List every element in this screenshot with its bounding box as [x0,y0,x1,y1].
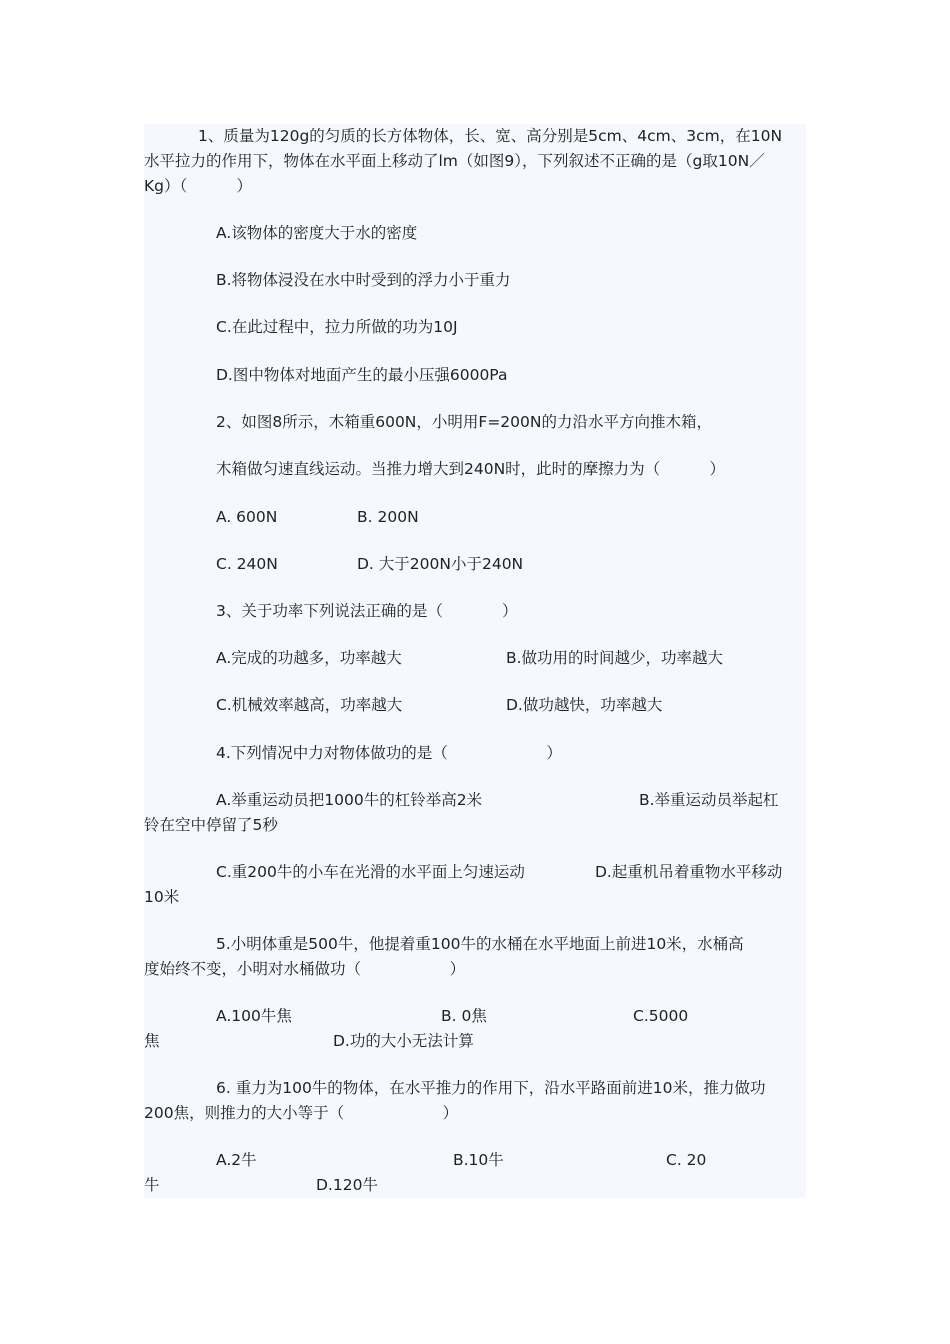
q1-option-d: D.图中物体对地面产生的最小压强6000Pa [216,366,508,384]
q1-stem-line3: Kg）（ ） [144,177,253,195]
q3-option-a: A.完成的功越多，功率越大 [216,649,402,667]
q1-stem-line1: 1、质量为120g的匀质的长方体物体，长、宽、高分别是5cm、4cm、3cm，在10N [198,127,783,145]
q2-stem-line2: 木箱做匀速直线运动。当推力增大到240N时，此时的摩擦力为（ ） [216,460,725,478]
q6-option-d: D.120牛 [316,1176,378,1194]
q2-option-a: A. 600N [216,508,278,526]
q2-option-c: C. 240N [216,555,278,573]
q2-option-d: D. 大于200N小于240N [357,555,524,573]
q3-stem: 3、关于功率下列说法正确的是（ ） [216,602,518,620]
q6-stem-line2: 200焦，则推力的大小等于（ ） [144,1104,459,1122]
q5-option-a: A.100牛焦 [216,1007,292,1025]
q4-option-c: C.重200牛的小车在光滑的水平面上匀速运动 [216,863,525,881]
q5-option-c-cont: 焦 [144,1032,160,1050]
q6-option-a: A.2牛 [216,1151,257,1169]
q5-stem-line1: 5.小明体重是500牛，他提着重100牛的水桶在水平地面上前进10米，水桶高 [216,935,744,953]
q4-option-a: A.举重运动员把1000牛的杠铃举高2米 [216,791,483,809]
q4-stem: 4.下列情况中力对物体做功的是（ ） [216,744,562,762]
q3-option-b: B.做功用的时间越少，功率越大 [506,649,724,667]
q5-stem-line2: 度始终不变，小明对水桶做功（ ） [144,960,466,978]
q1-option-a: A.该物体的密度大于水的密度 [216,224,418,242]
q4-option-d-cont: 10米 [144,888,180,906]
q5-option-b: B. 0焦 [441,1007,487,1025]
q1-stem-line2: 水平拉力的作用下，物体在水平面上移动了lm（如图9），下列叙述不正确的是（g取10N／ [144,152,765,170]
q6-stem-line1: 6. 重力为100牛的物体，在水平推力的作用下，沿水平路面前进10米，推力做功 [216,1079,766,1097]
q6-option-c-cont: 牛 [144,1176,160,1194]
q2-stem-line1: 2、如图8所示，木箱重600N，小明用F=200N的力沿水平方向推木箱， [216,413,712,431]
q4-option-d: D.起重机吊着重物水平移动 [595,863,783,881]
q4-option-b-cont: 铃在空中停留了5秒 [144,816,278,834]
q3-option-c: C.机械效率越高，功率越大 [216,696,403,714]
q4-option-b: B.举重运动员举起杠 [639,791,779,809]
q2-option-b: B. 200N [357,508,419,526]
q5-option-c: C.5000 [633,1007,689,1025]
q1-option-b: B.将物体浸没在水中时受到的浮力小于重力 [216,271,511,289]
q6-option-c: C. 20 [666,1151,707,1169]
q1-option-c: C.在此过程中，拉力所做的功为10J [216,318,458,336]
q6-option-b: B.10牛 [453,1151,504,1169]
q5-option-d: D.功的大小无法计算 [333,1032,474,1050]
q3-option-d: D.做功越快，功率越大 [506,696,663,714]
